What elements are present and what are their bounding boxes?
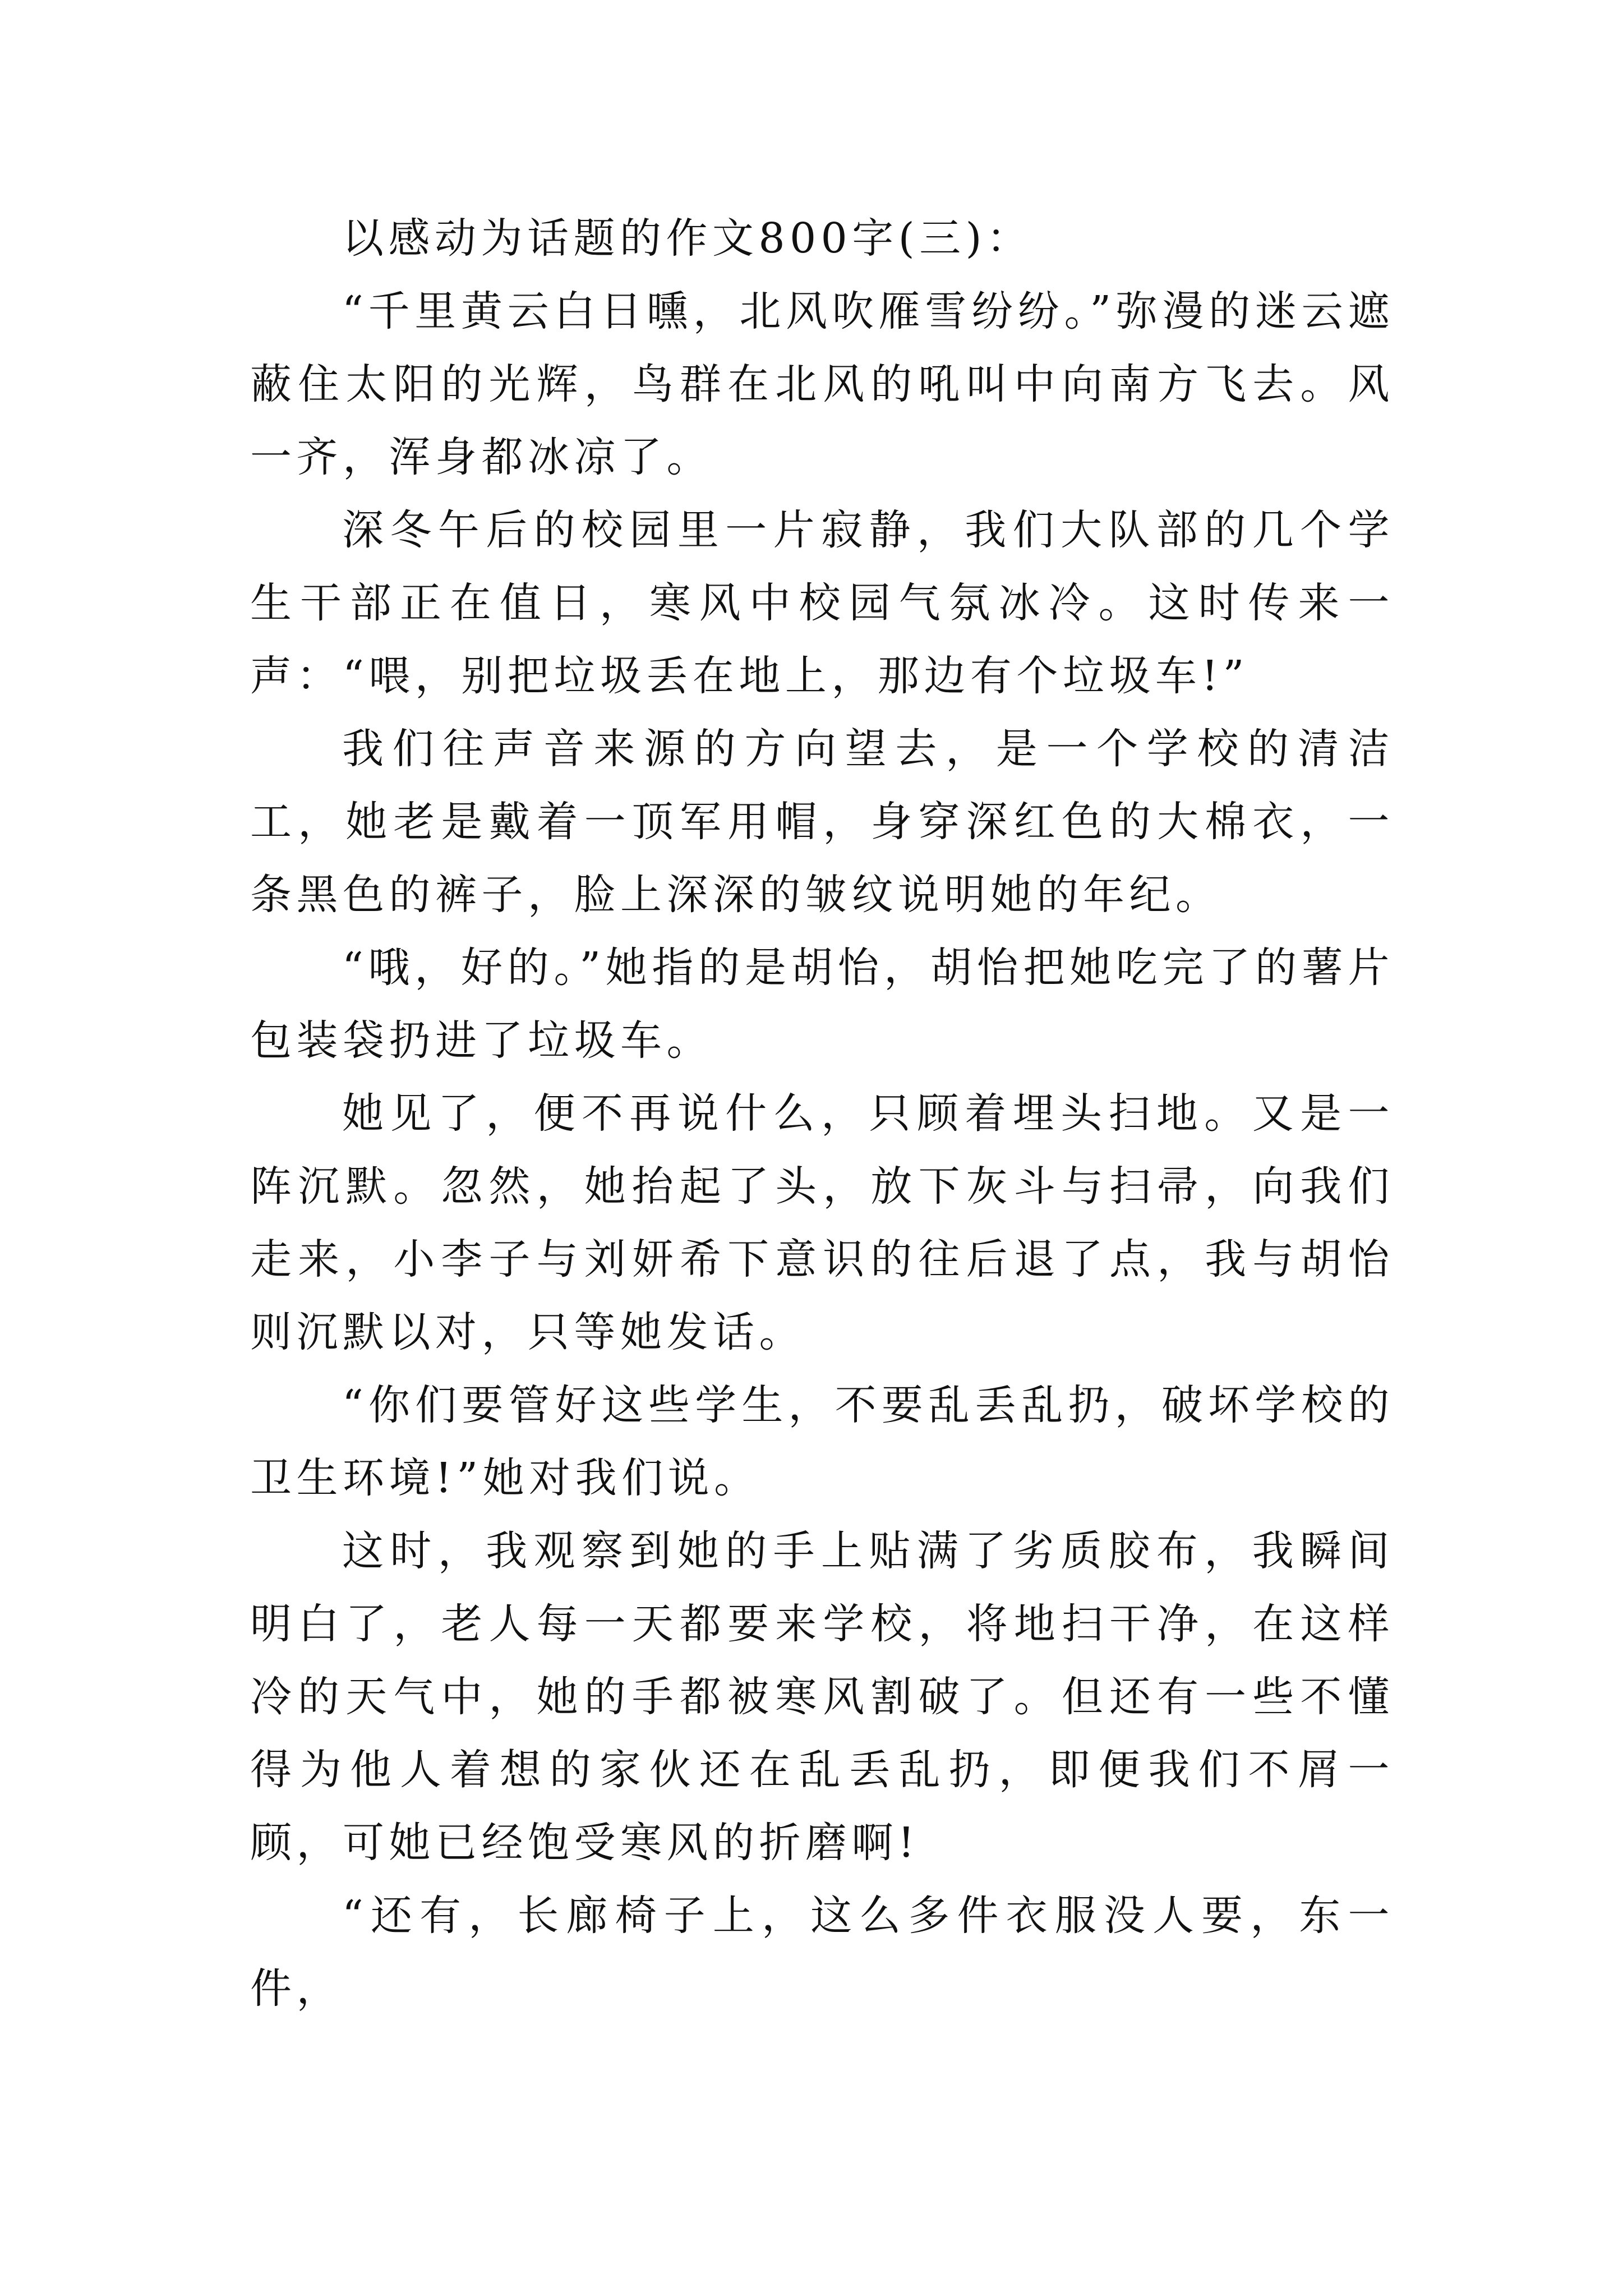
paragraph: “你们要管好这些学生，不要乱丢乱扔，破坏学校的卫生环境!”她对我们说。 — [250, 1381, 1394, 1502]
paragraph: “还有，长廊椅子上，这么多件衣服没人要，东一件， — [250, 1892, 1394, 2013]
paragraph: 深冬午后的校园里一片寂静，我们大队部的几个学生干部正在值日，寒风中校园气氛冰冷。这时传来一声：“喂，别把垃圾丢在地上，那边有个垃圾车!” — [250, 506, 1394, 700]
document-page — [250, 202, 1394, 2025]
paragraph: 她见了，便不再说什么，只顾着埋头扫地。又是一阵沉默。忽然，她抬起了头，放下灰斗与扫帚，向我们走来，小李子与刘妍希下意识的往后退了点，我与胡怡则沉默以对，只等她发话。 — [250, 1089, 1394, 1356]
essay-title: 以感动为话题的作文800字(三)： — [342, 214, 1033, 263]
paragraph: “千里黄云白日曛，北风吹雁雪纷纷。”弥漫的迷云遮蔽住太阳的光辉，鸟群在北风的吼叫中向南方飞去。风一齐，浑身都冰凉了。 — [250, 287, 1394, 481]
paragraph: 这时，我观察到她的手上贴满了劣质胶布，我瞬间明白了，老人每一天都要来学校，将地扫干净，在这样冷的天气中，她的手都被寒风割破了。但还有一些不懂得为他人着想的家伙还在乱丢乱扔，即便我们不屑一顾，可她已经饱受寒风的折磨啊! — [250, 1527, 1394, 1867]
paragraph: “哦，好的。”她指的是胡怡，胡怡把她吃完了的薯片包装袋扔进了垃圾车。 — [250, 944, 1394, 1065]
paragraph: 我们往声音来源的方向望去，是一个学校的清洁工，她老是戴着一顶军用帽，身穿深红色的大棉衣，一条黑色的裤子，脸上深深的皱纹说明她的年纪。 — [250, 725, 1394, 919]
